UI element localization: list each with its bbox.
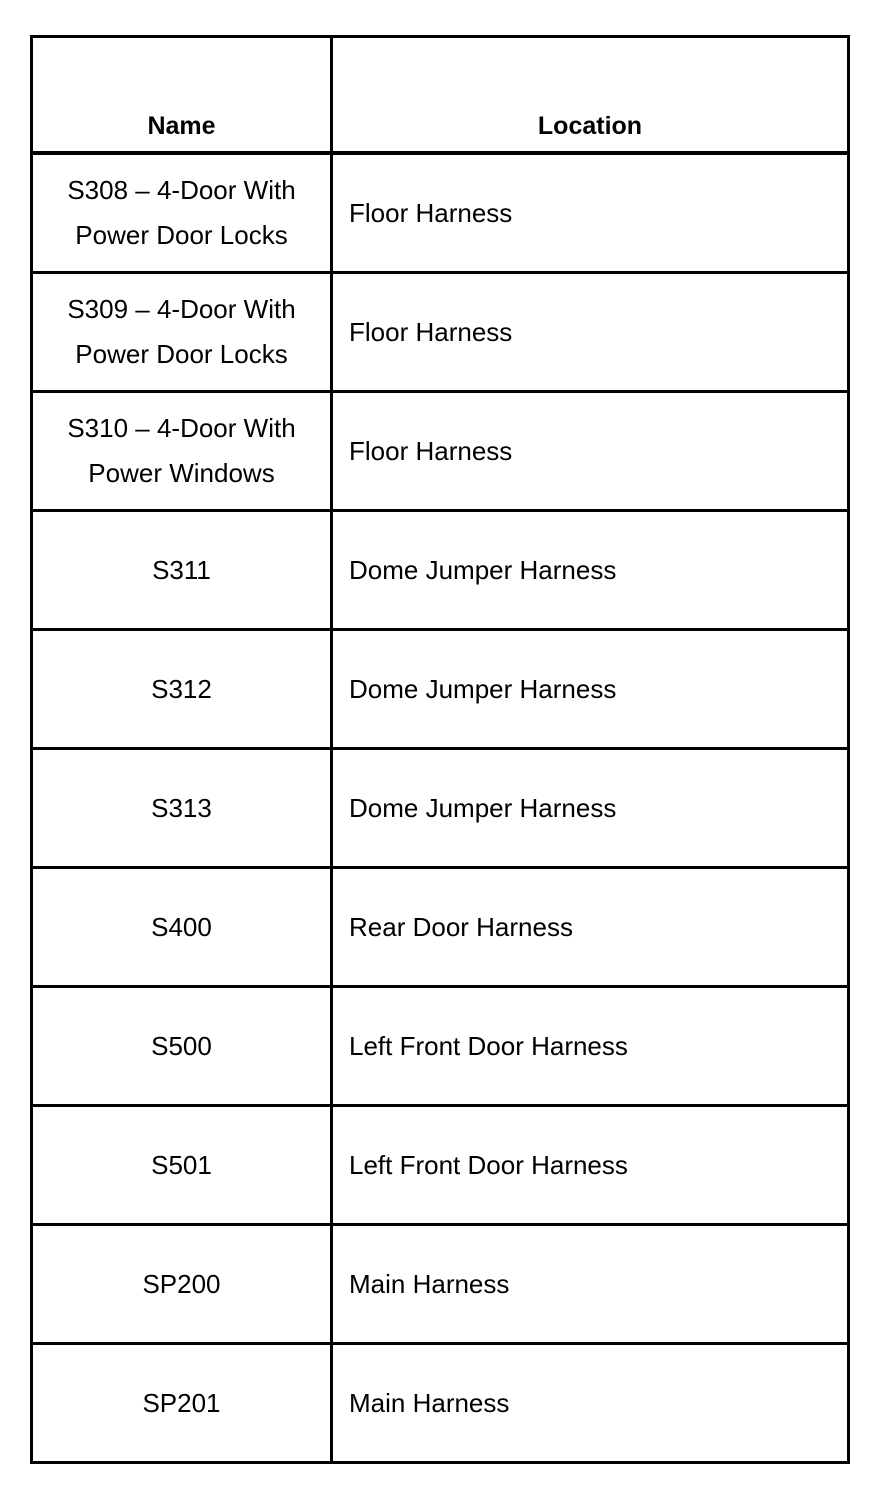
header-row [32,37,849,154]
table-row [32,987,849,1106]
table-row [32,1106,849,1225]
table-row [32,273,849,392]
splice-name-cell: SP200 [32,1225,332,1344]
table-header [32,37,849,154]
splice-location-cell: Floor Harness [332,392,849,511]
splice-name-cell: S311 [32,511,332,630]
splice-location-cell: Floor Harness [332,273,849,392]
splice-location-cell: Left Front Door Harness [332,987,849,1106]
splice-name-cell: S308 – 4-Door With Power Door Locks [32,153,332,273]
splice-location-cell: Main Harness [332,1225,849,1344]
splice-name-cell: S501 [32,1106,332,1225]
table-row [32,868,849,987]
splice-name-cell: S312 [32,630,332,749]
splice-name-cell: S313 [32,749,332,868]
table-row [32,630,849,749]
splice-location-cell: Dome Jumper Harness [332,749,849,868]
splice-location-cell: Dome Jumper Harness [332,630,849,749]
table-row [32,749,849,868]
column-header-name: Name [32,37,332,154]
splice-name-cell: S500 [32,987,332,1106]
table-row [32,1344,849,1463]
splice-name-cell: S310 – 4-Door With Power Windows [32,392,332,511]
splice-location-cell: Left Front Door Harness [332,1106,849,1225]
splice-location-cell: Main Harness [332,1344,849,1463]
table-row [32,1225,849,1344]
table-row [32,511,849,630]
splice-location-cell: Dome Jumper Harness [332,511,849,630]
column-header-location: Location [332,37,849,154]
table-row [32,153,849,273]
splice-name-cell: S400 [32,868,332,987]
splice-location-cell: Floor Harness [332,153,849,273]
table-body [32,153,849,1463]
splice-location-table [30,35,850,1464]
splice-name-cell: SP201 [32,1344,332,1463]
splice-location-cell: Rear Door Harness [332,868,849,987]
splice-name-cell: S309 – 4-Door With Power Door Locks [32,273,332,392]
table-row [32,392,849,511]
